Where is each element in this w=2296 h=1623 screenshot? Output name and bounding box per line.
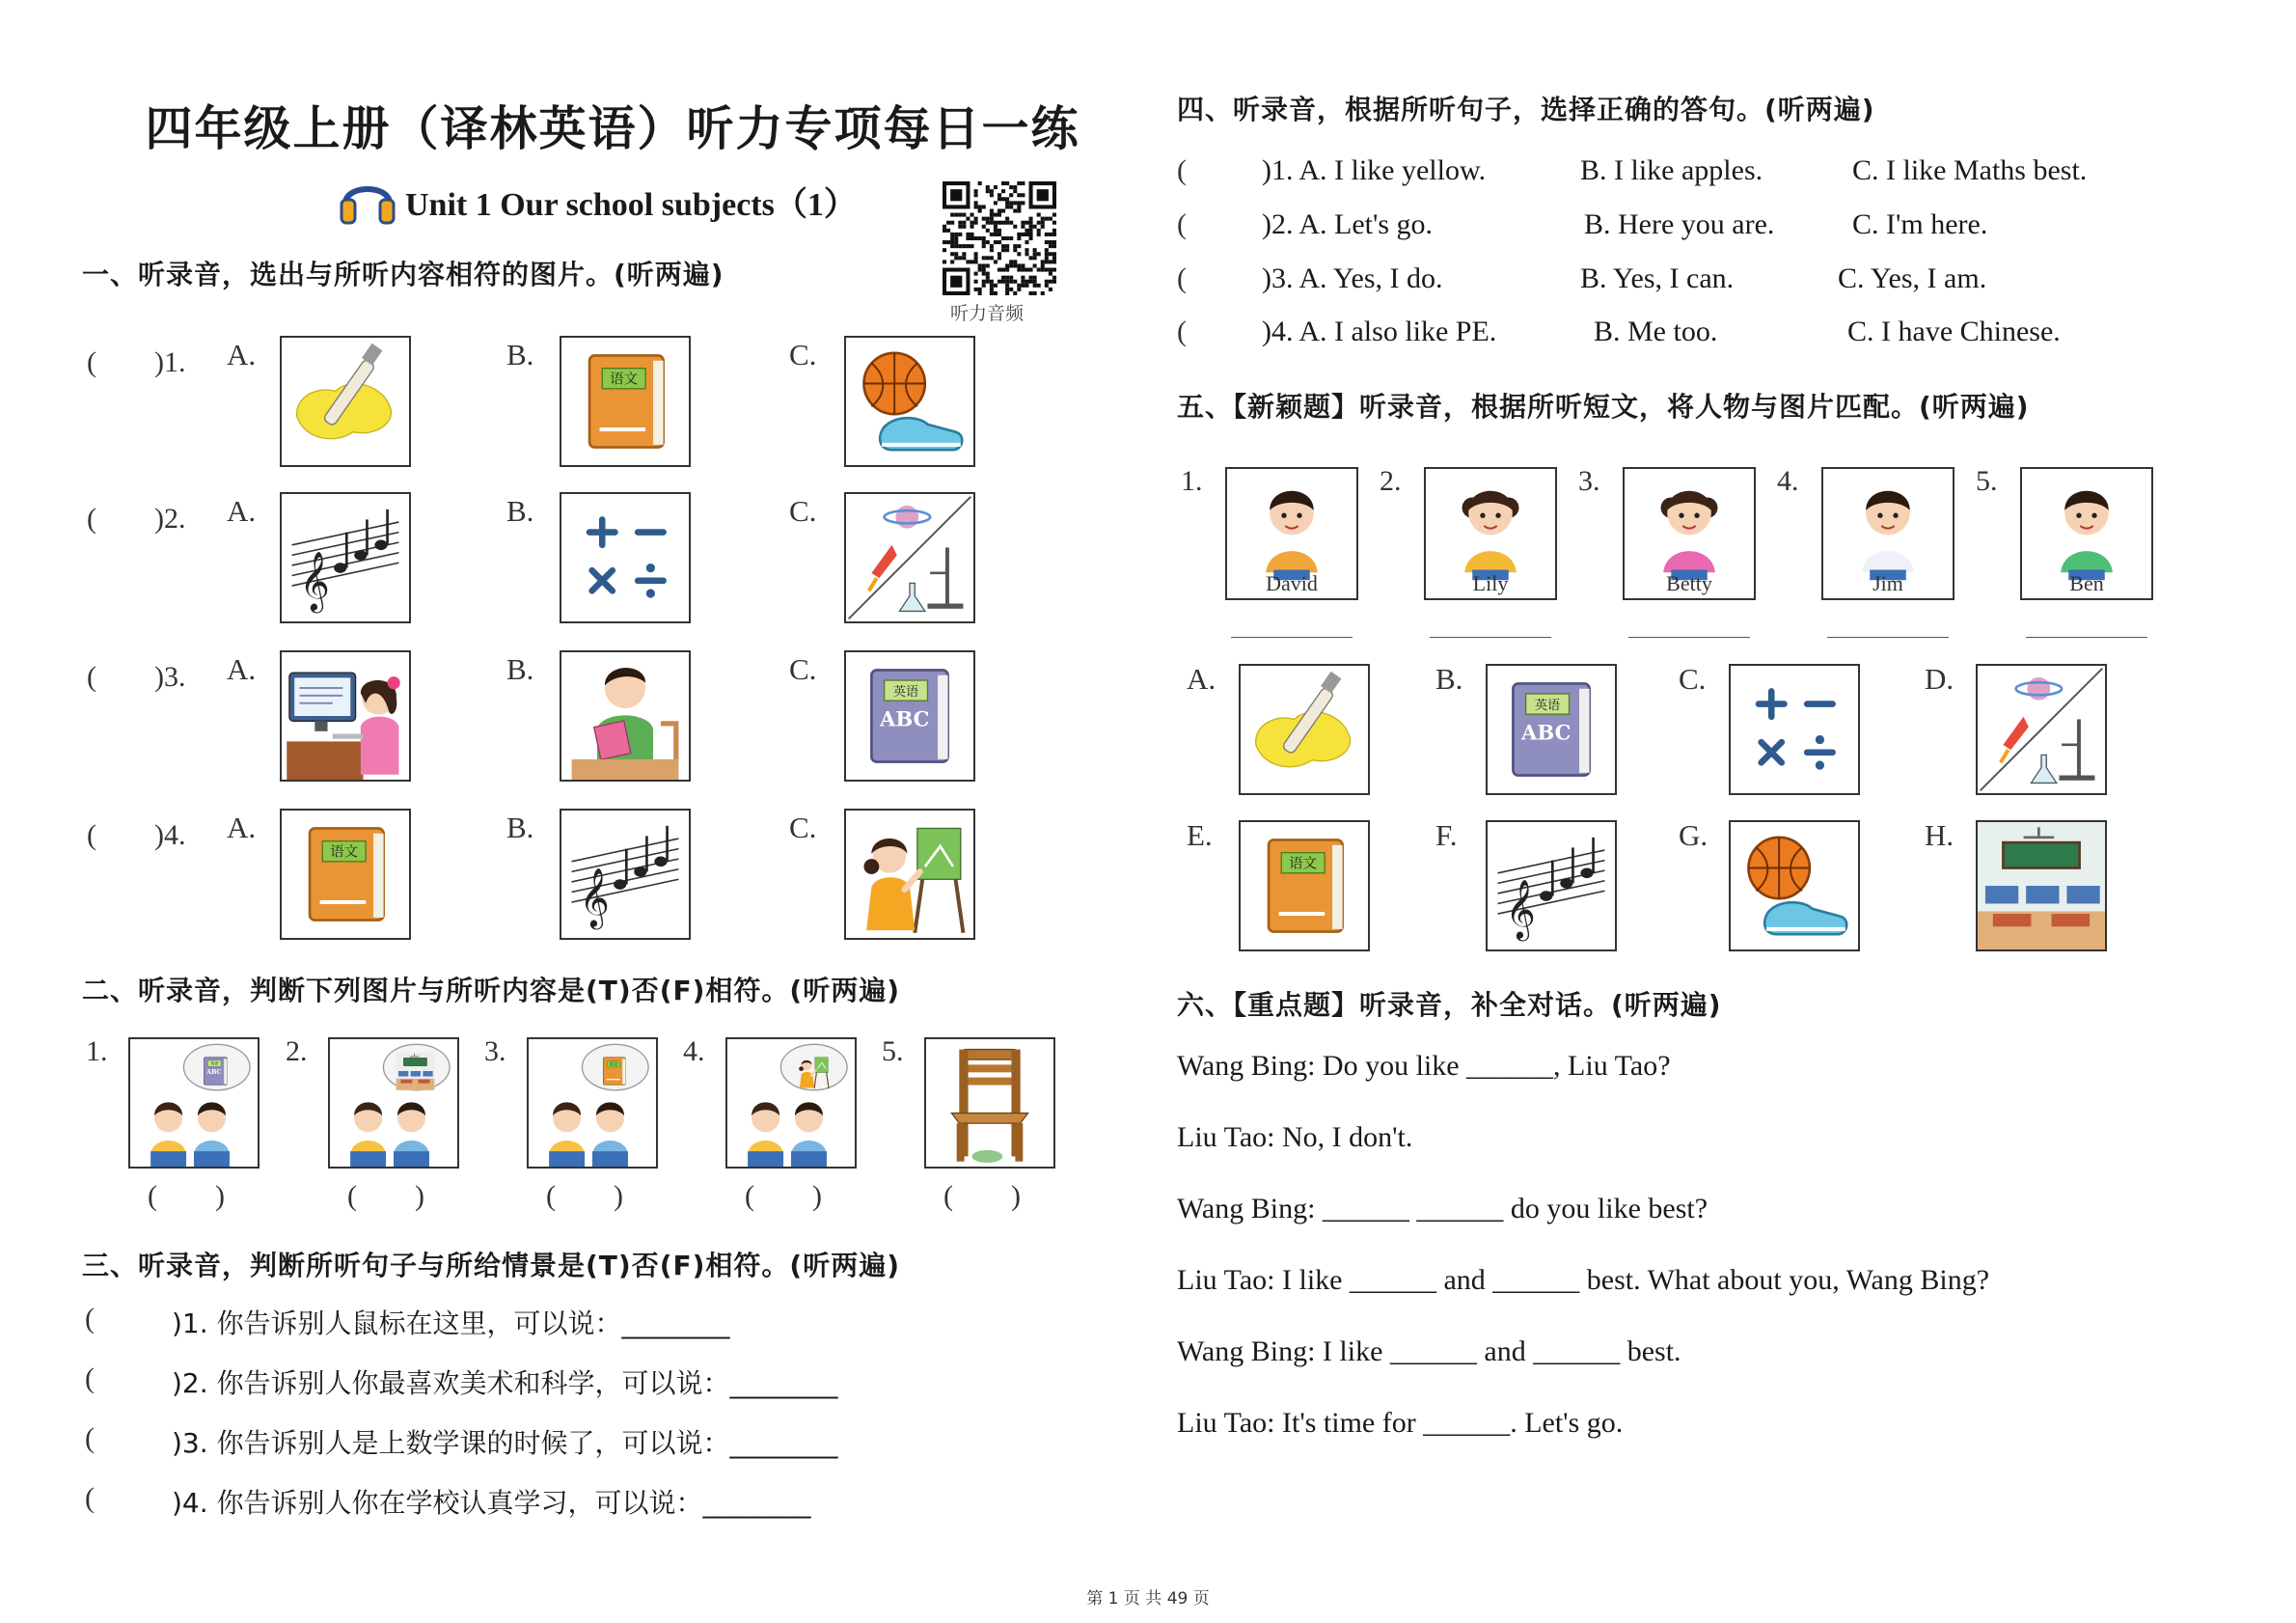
person-name: David	[1266, 571, 1318, 595]
item-number: 4.	[683, 1035, 705, 1067]
option-b: B. Here you are.	[1584, 208, 1775, 240]
item-number: 1.	[86, 1035, 108, 1067]
picture-letter: H.	[1925, 818, 1954, 852]
jim-icon	[1821, 467, 1954, 600]
answer-paren[interactable]: ( )	[745, 1180, 822, 1212]
picture-letter: G.	[1679, 818, 1708, 852]
svg-text:𝄞: 𝄞	[1505, 880, 1536, 940]
option-a: )4. A. I also like PE.	[1262, 316, 1497, 347]
picture-letter: F.	[1435, 818, 1458, 852]
page-footer: 第 1 页 共 49 页	[1086, 1589, 1210, 1609]
person-number: 4.	[1777, 465, 1799, 497]
item-number: 2.	[286, 1035, 308, 1067]
person-name: Jim	[1872, 571, 1903, 595]
qr-caption: 听力音频	[950, 303, 1025, 324]
music-icon[interactable]	[560, 809, 691, 940]
section4-title: 四、听录音，根据所听句子，选择正确的答句。(听两遍)	[1177, 94, 1875, 125]
option-letter: B.	[506, 811, 534, 844]
section1-title: 一、听录音，选出与所听内容相符的图片。(听两遍)	[82, 259, 724, 290]
option-c: C. I'm here.	[1852, 208, 1988, 240]
answer-blank[interactable]	[1231, 629, 1353, 638]
kids-english-icon	[128, 1037, 260, 1169]
answer-paren[interactable]: (	[1177, 208, 1187, 240]
unit-subtitle	[338, 172, 857, 230]
picture-letter: E.	[1187, 818, 1213, 852]
option-letter: C.	[789, 652, 817, 686]
section6-title: 六、【重点题】听录音，补全对话。(听两遍)	[1177, 989, 1722, 1021]
chair-icon	[924, 1037, 1055, 1169]
picture-letter: D.	[1925, 662, 1954, 696]
kids-classroom-icon	[328, 1037, 459, 1169]
option-b: B. Me too.	[1594, 316, 1718, 347]
option-letter: A.	[227, 652, 257, 686]
svg-text:ABC: ABC	[1521, 720, 1572, 745]
person-number: 3.	[1578, 465, 1600, 497]
maths-icon[interactable]	[560, 492, 691, 623]
answer-paren[interactable]: (	[1177, 262, 1187, 294]
svg-text:语文: 语文	[610, 371, 639, 388]
chinese-book-icon	[1239, 820, 1370, 951]
kids-art-icon	[725, 1037, 857, 1169]
chinese-book-icon[interactable]	[280, 809, 411, 940]
option-letter: B.	[506, 338, 534, 371]
answer-blank[interactable]	[1628, 629, 1750, 638]
question-number[interactable]: ( )2.	[87, 503, 186, 535]
dialogue-line[interactable]: Liu Tao: I like ______ and ______ best. What about you, Wang Bing?	[1177, 1264, 1990, 1296]
question-number[interactable]: ( )3.	[87, 661, 186, 693]
ball-shoes-icon	[1729, 820, 1860, 951]
question-number[interactable]: ( )4.	[87, 819, 186, 851]
svg-text:英语: 英语	[1534, 698, 1561, 713]
science-icon[interactable]	[844, 492, 975, 623]
statement-text: )2. 你告诉别人你最喜欢美术和科学，可以说：________	[172, 1367, 838, 1399]
person-number: 5.	[1976, 465, 1998, 497]
english-book-icon	[1486, 664, 1617, 795]
section3-title: 三、听录音，判断所听句子与所给情景是(T)否(F)相符。(听两遍)	[82, 1250, 901, 1281]
option-b: B. Yes, I can.	[1580, 262, 1735, 294]
option-letter: A.	[227, 811, 257, 844]
picture-letter: A.	[1187, 662, 1216, 696]
answer-blank[interactable]	[2026, 629, 2147, 638]
svg-text:英语: 英语	[892, 684, 919, 700]
lily-icon	[1424, 467, 1557, 600]
svg-text:语文: 语文	[330, 844, 359, 861]
music-icon	[1486, 820, 1617, 951]
reading-boy-icon[interactable]	[560, 650, 691, 782]
option-c: C. I like Maths best.	[1852, 154, 2088, 186]
person-number: 1.	[1181, 465, 1203, 497]
painting-girl-icon[interactable]	[844, 809, 975, 940]
english-book-icon[interactable]	[844, 650, 975, 782]
svg-text:ABC: ABC	[880, 706, 930, 731]
answer-paren[interactable]: (	[1177, 316, 1187, 347]
kids-books-icon	[527, 1037, 658, 1169]
answer-paren[interactable]: (	[85, 1422, 95, 1454]
music-icon[interactable]	[280, 492, 411, 623]
qr-code[interactable]	[943, 181, 1056, 295]
person-name: Ben	[2069, 571, 2104, 595]
option-c: C. I have Chinese.	[1847, 316, 2061, 347]
picture-letter: C.	[1679, 662, 1707, 696]
science-icon	[1976, 664, 2107, 795]
svg-text:语文: 语文	[609, 1062, 618, 1068]
option-letter: C.	[789, 338, 817, 371]
person-name: Lily	[1472, 571, 1509, 595]
page-title: 四年级上册（译林英语）听力专项每日一练	[145, 101, 1080, 156]
answer-paren[interactable]: ( )	[347, 1180, 424, 1212]
option-a: )1. A. I like yellow.	[1262, 154, 1487, 186]
option-letter: C.	[789, 494, 817, 528]
option-b: B. I like apples.	[1580, 154, 1763, 186]
svg-text:𝄞: 𝄞	[579, 868, 610, 928]
dialogue-line[interactable]: Wang Bing: I like ______ and ______ best.	[1177, 1335, 1681, 1367]
option-a: )2. A. Let's go.	[1262, 208, 1434, 240]
option-letter: B.	[506, 652, 534, 686]
answer-paren[interactable]: (	[85, 1362, 95, 1394]
svg-text:语文: 语文	[1289, 856, 1318, 872]
option-a: )3. A. Yes, I do.	[1262, 262, 1443, 294]
answer-paren[interactable]: ( )	[943, 1180, 1021, 1212]
section2-title: 二、听录音，判断下列图片与所听内容是(T)否(F)相符。(听两遍)	[82, 975, 901, 1006]
option-letter: A.	[227, 338, 257, 371]
dialogue-line[interactable]: Wang Bing: Do you like ______, Liu Tao?	[1177, 1050, 1671, 1082]
option-letter: C.	[789, 811, 817, 844]
headphones-icon	[338, 171, 397, 231]
option-letter: B.	[506, 494, 534, 528]
betty-icon	[1623, 467, 1756, 600]
statement-text: )4. 你告诉别人你在学校认真学习，可以说：________	[172, 1487, 811, 1519]
statement-text: )1. 你告诉别人鼠标在这里，可以说：________	[172, 1307, 730, 1339]
david-icon	[1225, 467, 1358, 600]
dialogue-line[interactable]: Liu Tao: It's time for ______. Let's go.	[1177, 1407, 1624, 1439]
item-number: 5.	[882, 1035, 904, 1067]
classroom-icon	[1976, 820, 2107, 951]
dialogue-line[interactable]: Wang Bing: ______ ______ do you like best?	[1177, 1193, 1708, 1224]
question-number[interactable]: ( )1.	[87, 346, 186, 378]
section5-title: 五、【新颖题】听录音，根据所听短文，将人物与图片匹配。(听两遍)	[1177, 391, 2030, 423]
svg-text:英语: 英语	[210, 1060, 219, 1066]
picture-letter: B.	[1435, 662, 1463, 696]
svg-text:𝄞: 𝄞	[299, 552, 330, 612]
answer-paren[interactable]: ( )	[148, 1180, 225, 1212]
answer-paren[interactable]: (	[1177, 154, 1187, 186]
answer-blank[interactable]	[1430, 629, 1551, 638]
person-number: 2.	[1380, 465, 1402, 497]
ball-shoes-icon[interactable]	[844, 336, 975, 467]
answer-paren[interactable]: ( )	[546, 1180, 623, 1212]
chinese-book-icon[interactable]	[560, 336, 691, 467]
svg-text:ABC: ABC	[206, 1069, 222, 1077]
answer-blank[interactable]	[1827, 629, 1949, 638]
option-letter: A.	[227, 494, 257, 528]
person-name: Betty	[1666, 571, 1712, 595]
ben-icon	[2020, 467, 2153, 600]
paint-icon[interactable]	[280, 336, 411, 467]
paint-icon	[1239, 664, 1370, 795]
answer-paren[interactable]: (	[85, 1482, 95, 1514]
maths-icon	[1729, 664, 1860, 795]
computer-girl-icon[interactable]	[280, 650, 411, 782]
option-c: C. Yes, I am.	[1838, 262, 1987, 294]
statement-text: )3. 你告诉别人是上数学课的时候了，可以说：________	[172, 1427, 838, 1459]
dialogue-line[interactable]: Liu Tao: No, I don't.	[1177, 1121, 1413, 1153]
subtitle-text: Unit 1 Our school subjects（1）	[405, 186, 857, 223]
item-number: 3.	[484, 1035, 506, 1067]
answer-paren[interactable]: (	[85, 1303, 95, 1334]
